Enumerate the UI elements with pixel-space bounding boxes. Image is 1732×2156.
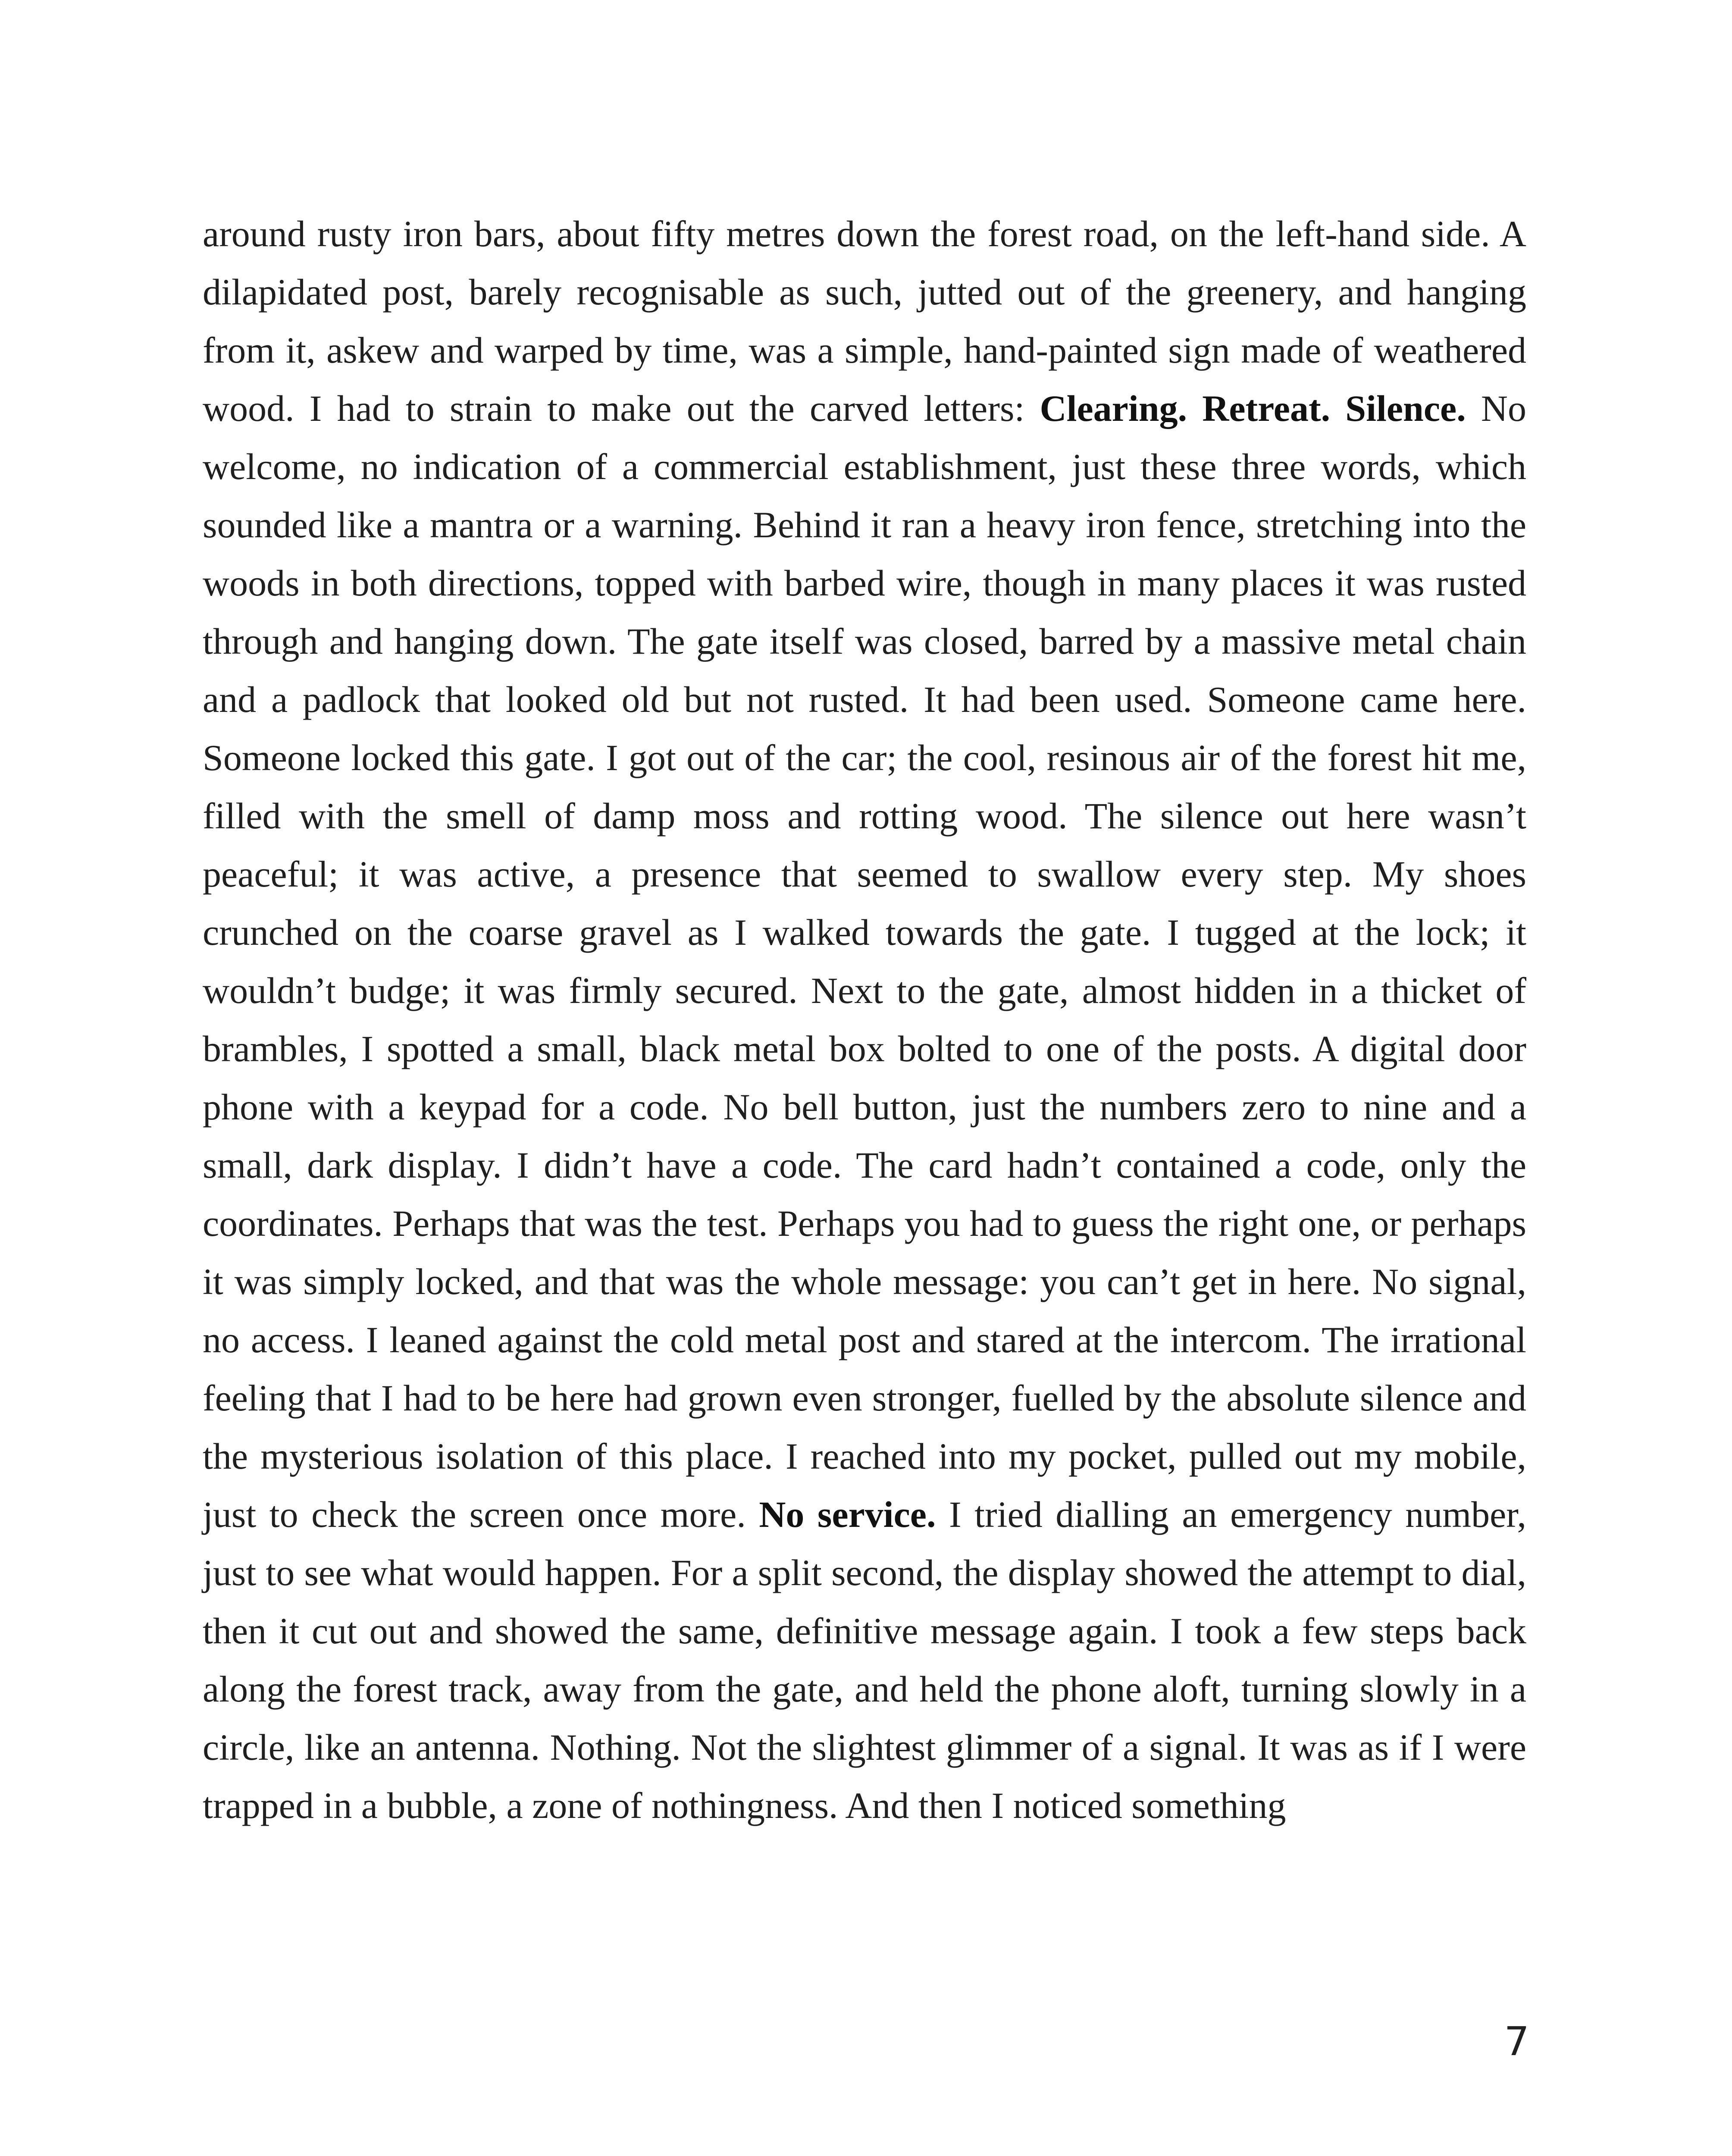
text-segment: I tried dialling an emergency number, just to see what would happen. For a split second, the display showed the attempt to dial, then it cut out and showed the same, definitive message again. I took a few steps back along the forest track, away from the gate, and held the phone aloft, turning slowly in a circle, like an antenna. Nothing. Not the slightest glimmer of a signal. It was as if I were trapped in a bubble, a zone of nothingness. And then I noticed something (203, 1494, 1527, 1826)
text-segment: around rusty iron bars, about fifty metres down the forest road, on the left-hand side. A dilapidated post, barely recognisable as such, jutted out of the greenery, and hanging from it, askew and warped by time, was a simple, hand-painted sign made of weathered wood. I had to strain to make out the carved letters: (203, 213, 1526, 429)
sign-text-bold: Clearing. Retreat. Silence. (1040, 388, 1466, 429)
text-segment: No welcome, no indication of a commercial establishment, just these three words, which sounded like a mantra or a warning. Behind it ran a heavy iron fence, stretching into the woods in both directions, topped with barbed wire, though in many places it was rusted through and hanging down. The gate itself was closed, barred by a massive metal chain and a padlock that looked old but not rusted. It had been used. Someone came here. Someone locked this gate. I got out of the car; the cool, resinous air of the forest hit me, filled with the smell of damp moss and rotting wood. The silence out here wasn’t peaceful; it was active, a presence that seemed to swallow every step. My shoes crunched on the coarse gravel as I walked towards the gate. I tugged at the lock; it wouldn’t budge; it was firmly secured. Next to the gate, almost hidden in a thicket of brambles, I spotted a small, black metal box bolted to one of the posts. A digital door phone with a keypad for a code. No bell button, just the numbers zero to nine and a small, dark display. I didn’t have a code. The card hadn’t contained a code, only the coordinates. Perhaps that was the test. Perhaps you had to guess the right one, or perhaps it was simply locked, and that was the whole message: you can’t get in here. No signal, no access. I leaned against the cold metal post and stared at the intercom. The irrational feeling that I had to be here had grown even stronger, fuelled by the absolute silence and the mysterious isolation of this place. I reached into my pocket, pulled out my mobile, just to check the screen once more. (203, 388, 1527, 1535)
no-service-bold: No service. (759, 1494, 936, 1535)
body-paragraph (203, 205, 1526, 1835)
page-number: 7 (1504, 2018, 1529, 2065)
